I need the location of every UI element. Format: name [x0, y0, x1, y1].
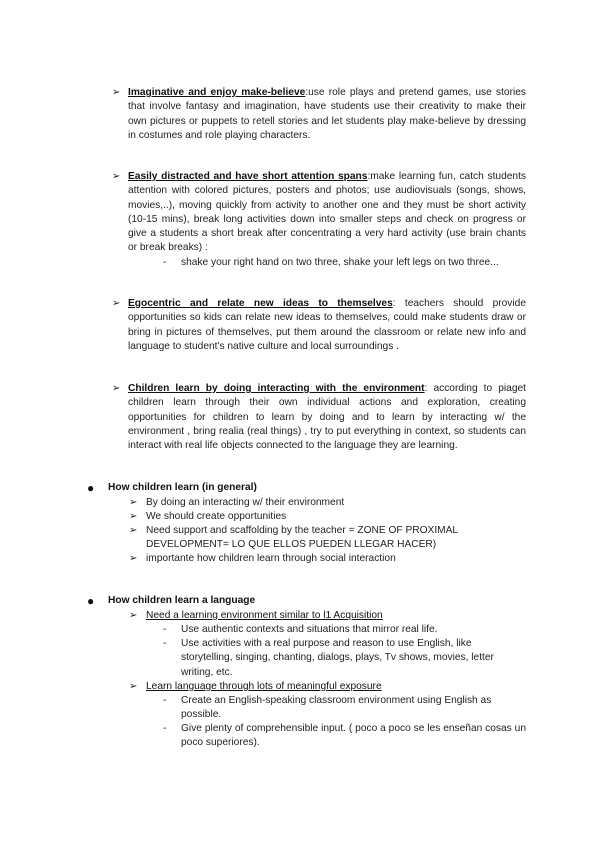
dash-bullet-icon: - — [163, 257, 167, 268]
section-title: How children learn (in general) — [108, 482, 257, 493]
paragraph — [128, 382, 526, 453]
arrow-bullet-icon: ➢ — [129, 681, 138, 692]
sub-heading-exposure — [129, 680, 496, 694]
arrow-bullet-icon: ➢ — [129, 497, 138, 508]
section-title: How children learn a language — [108, 595, 256, 606]
list-item — [129, 510, 496, 524]
sub-heading-text: Need a learning environment similar to l1 Acquisition — [146, 610, 383, 621]
section-heading-language — [87, 594, 256, 608]
item-heading: Imaginative and enjoy make-believe — [128, 87, 306, 98]
sub-heading-text: Learn language through lots of meaningful exposure — [146, 681, 382, 692]
sub-item — [163, 694, 526, 723]
sub-item — [163, 637, 511, 680]
sub-item-shake — [163, 256, 526, 270]
list-item — [129, 524, 496, 553]
arrow-bullet-icon: ➢ — [112, 171, 121, 182]
list-item — [129, 552, 496, 566]
arrow-bullet-icon: ➢ — [112, 298, 121, 309]
arrow-bullet-icon: ➢ — [129, 610, 138, 621]
item-text: : teachers should provide opportunities so kids can relate new ideas to themselves, could make students draw or bring in pictures of themselves, put them around the classroom or relate new info and language to student's native culture and local surroundings . — [128, 298, 526, 352]
arrow-item-egocentric — [112, 297, 526, 354]
arrow-bullet-icon: ➢ — [129, 553, 138, 564]
arrow-item-distracted — [112, 170, 526, 256]
item-text: :make learning fun, catch students attention with colored pictures, posters and photos; use audiovisuals (songs, shows, movies,..), moving quickly from activity to another one and they must be short activity (10-15 mins), break long activities down into smaller steps and check on progress or give a students a short break after concentrating a very hard activity (use brain chants or break breaks) : — [128, 171, 526, 254]
section-heading-general — [87, 481, 257, 495]
list-text: By doing an interacting w/ their environment — [146, 497, 345, 508]
sub-text: Give plenty of comprehensible input. ( poco a poco se les enseñan cosas un poco superiores). — [181, 723, 526, 749]
sub-text: Create an English-speaking classroom environment using English as possible. — [181, 695, 492, 721]
dash-bullet-icon: - — [163, 638, 167, 649]
arrow-item-learn-by-doing — [112, 382, 526, 453]
dash-bullet-icon: - — [163, 723, 167, 734]
item-heading: Children learn by doing interacting with the environment — [128, 383, 425, 394]
list-text: We should create opportunities — [146, 511, 287, 522]
arrow-bullet-icon: ➢ — [129, 525, 138, 536]
item-heading: Easily distracted and have short attention spans — [128, 171, 368, 182]
dot-bullet-icon: ● — [87, 594, 95, 608]
sub-heading-l1 — [129, 609, 496, 623]
arrow-bullet-icon: ➢ — [112, 383, 121, 394]
list-text: Need support and scaffolding by the teacher = ZONE OF PROXIMAL DEVELOPMENT= LO QUE ELLOS PUEDEN LLEGAR HACER) — [146, 525, 458, 551]
arrow-bullet-icon: ➢ — [129, 511, 138, 522]
paragraph — [128, 86, 526, 143]
item-heading: Egocentric and relate new ideas to themselves — [128, 298, 393, 309]
item-text: :use role plays and pretend games, use stories that involve fantasy and imagination, have students use their creativity to make their own pictures or puppets to retell stories and let students play make-believe by dressing in costumes and role playing characters. — [128, 87, 526, 141]
list-text: importante how children learn through social interaction — [146, 553, 396, 564]
arrow-bullet-icon: ➢ — [112, 87, 121, 98]
dot-bullet-icon: ● — [87, 481, 95, 495]
sub-text: shake your right hand on two three, shake your left legs on two three... — [181, 257, 499, 268]
dash-bullet-icon: - — [163, 624, 167, 635]
item-text: : according to piaget children learn through their own individual actions and exploration, creating opportunities for children to learn by doing and to learn by interacting w/ the environment , bring realia (real things) , try to put everything in context, so students can interact with real life objects connected to the language they are learning. — [128, 383, 526, 452]
sub-item — [163, 623, 526, 637]
list-item — [129, 496, 496, 510]
sub-text: Use authentic contexts and situations that mirror real life. — [181, 624, 438, 635]
paragraph — [128, 297, 526, 354]
paragraph — [128, 170, 526, 256]
dash-bullet-icon: - — [163, 695, 167, 706]
sub-text: Use activities with a real purpose and reason to use English, like storytelling, singing, chanting, dialogs, plays, Tv shows, movies, letter writing, etc. — [181, 638, 494, 678]
sub-item — [163, 722, 526, 751]
arrow-item-imaginative — [112, 86, 526, 143]
